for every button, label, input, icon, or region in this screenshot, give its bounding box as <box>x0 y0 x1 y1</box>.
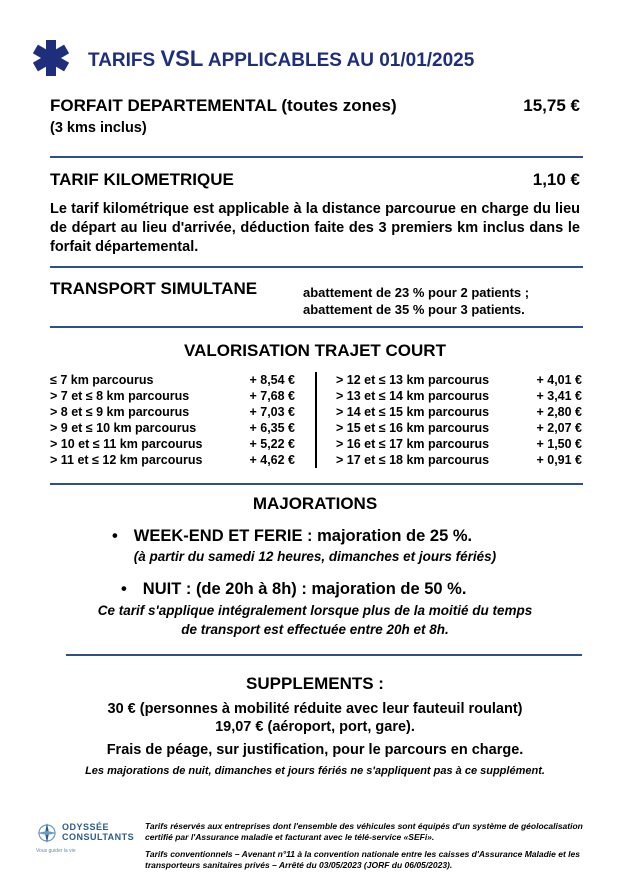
page-title: TARIFS VSL APPLICABLES AU 01/01/2025 <box>88 46 475 71</box>
compass-icon <box>36 822 58 844</box>
weekend-note: (à partir du samedi 12 heures, dimanches et jours fériés) <box>133 549 497 564</box>
logo-name-1: ODYSSÉE <box>62 822 110 832</box>
table-row <box>336 372 582 388</box>
divider <box>66 654 582 656</box>
nuit-text: NUIT : (de 20h à 8h) : majoration de 50 %. <box>142 580 467 598</box>
nuit-line <box>121 580 466 599</box>
supplement-line-2: 19,07 € (aéroport, port, gare). <box>215 719 415 735</box>
table-row <box>50 420 295 436</box>
trajet-court-title: VALORISATION TRAJET COURT <box>184 341 446 360</box>
footer-note-2: Tarifs conventionnels – Avenant n°11 à la convention nationale entre les caisses d'Assurance Maladie et les transporteurs sanitaires privés – Arrêté du 03/05/2023 (JORF du 06/05/2023). <box>145 849 580 870</box>
kilometrique-label: TARIF KILOMETRIQUE <box>50 170 234 189</box>
forfait-price: 15,75 € <box>523 96 580 115</box>
table-row <box>50 372 295 388</box>
value-cell: + 4,62 € <box>249 453 295 467</box>
trajet-court-right-table <box>336 372 582 468</box>
table-row <box>336 436 582 452</box>
star-of-life-icon <box>33 40 69 76</box>
range-cell: ≤ 7 km parcourus <box>50 373 154 387</box>
majorations-title: MAJORATIONS <box>252 494 378 513</box>
value-cell: + 2,07 € <box>536 421 582 435</box>
value-cell: + 7,03 € <box>249 405 295 419</box>
supplement-note: Les majorations de nuit, dimanches et jours fériés ne s'appliquent pas à ce supplément. <box>85 765 545 777</box>
range-cell: > 17 et ≤ 18 km parcourus <box>336 453 490 467</box>
kilometrique-price: 1,10 € <box>532 170 580 189</box>
value-cell: + 5,22 € <box>249 437 295 451</box>
range-cell: > 8 et ≤ 9 km parcourus <box>50 405 190 419</box>
simultane-label: TRANSPORT SIMULTANE <box>50 279 258 298</box>
supplement-line-3: Frais de péage, sur justification, pour le parcours en charge. <box>106 742 524 758</box>
range-cell: > 10 et ≤ 11 km parcourus <box>50 437 203 451</box>
value-cell: + 8,54 € <box>249 373 295 387</box>
value-cell: + 6,35 € <box>249 421 295 435</box>
simultane-line1: abattement de 23 % pour 2 patients ; <box>303 285 530 300</box>
logo-tagline: Vous guider la vie <box>36 848 76 854</box>
divider <box>50 266 583 268</box>
table-row <box>50 388 295 404</box>
simultane-line2: abattement de 35 % pour 3 patients. <box>303 302 525 317</box>
footer-note-1: Tarifs réservés aux entreprises dont l'ensemble des véhicules sont équipés d'un système de géolocalisation certifié par l'Assurance maladie et facturant avec le télé-service «SEFi». <box>145 821 583 842</box>
table-row <box>50 452 295 468</box>
supplements-title: SUPPLEMENTS : <box>246 674 384 693</box>
divider <box>50 326 583 328</box>
weekend-text: WEEK-END ET FERIE : majoration de 25 %. <box>133 527 473 545</box>
value-cell: + 1,50 € <box>536 437 582 451</box>
table-row <box>336 452 582 468</box>
table-row <box>336 420 582 436</box>
table-row <box>50 436 295 452</box>
range-cell: > 9 et ≤ 10 km parcourus <box>50 421 197 435</box>
table-row <box>336 404 582 420</box>
value-cell: + 7,68 € <box>249 389 295 403</box>
value-cell: + 3,41 € <box>536 389 582 403</box>
table-divider <box>315 372 317 468</box>
bullet: • <box>112 527 118 545</box>
divider <box>50 156 583 158</box>
nuit-note-1: Ce tarif s'applique intégralement lorsque plus de la moitié du temps <box>97 603 533 618</box>
forfait-label: FORFAIT DEPARTEMENTAL (toutes zones) <box>50 96 397 115</box>
trajet-court-left-table <box>50 372 295 468</box>
range-cell: > 16 et ≤ 17 km parcourus <box>336 437 490 451</box>
nuit-note-2: de transport est effectuée entre 20h et 8h. <box>181 622 449 637</box>
range-cell: > 11 et ≤ 12 km parcourus <box>50 453 203 467</box>
table-row <box>50 404 295 420</box>
divider <box>50 483 583 485</box>
value-cell: + 0,91 € <box>536 453 582 467</box>
range-cell: > 12 et ≤ 13 km parcourus <box>336 373 490 387</box>
kilometrique-text: Le tarif kilométrique est applicable à la distance parcourue en charge du lieu de départ au lieu d'arrivée, déduction faite des 3 premiers km inclus dans le forfait départemental. <box>50 201 580 255</box>
range-cell: > 13 et ≤ 14 km parcourus <box>336 389 490 403</box>
forfait-sub: (3 kms inclus) <box>50 120 147 136</box>
range-cell: > 14 et ≤ 15 km parcourus <box>336 405 490 419</box>
table-row <box>336 388 582 404</box>
value-cell: + 4,01 € <box>536 373 582 387</box>
range-cell: > 15 et ≤ 16 km parcourus <box>336 421 490 435</box>
supplement-line-1: 30 € (personnes à mobilité réduite avec leur fauteuil roulant) <box>107 701 523 717</box>
range-cell: > 7 et ≤ 8 km parcourus <box>50 389 190 403</box>
weekend-line <box>112 527 472 546</box>
logo-name-2: CONSULTANTS <box>62 832 135 842</box>
value-cell: + 2,80 € <box>536 405 582 419</box>
bullet: • <box>121 580 127 598</box>
